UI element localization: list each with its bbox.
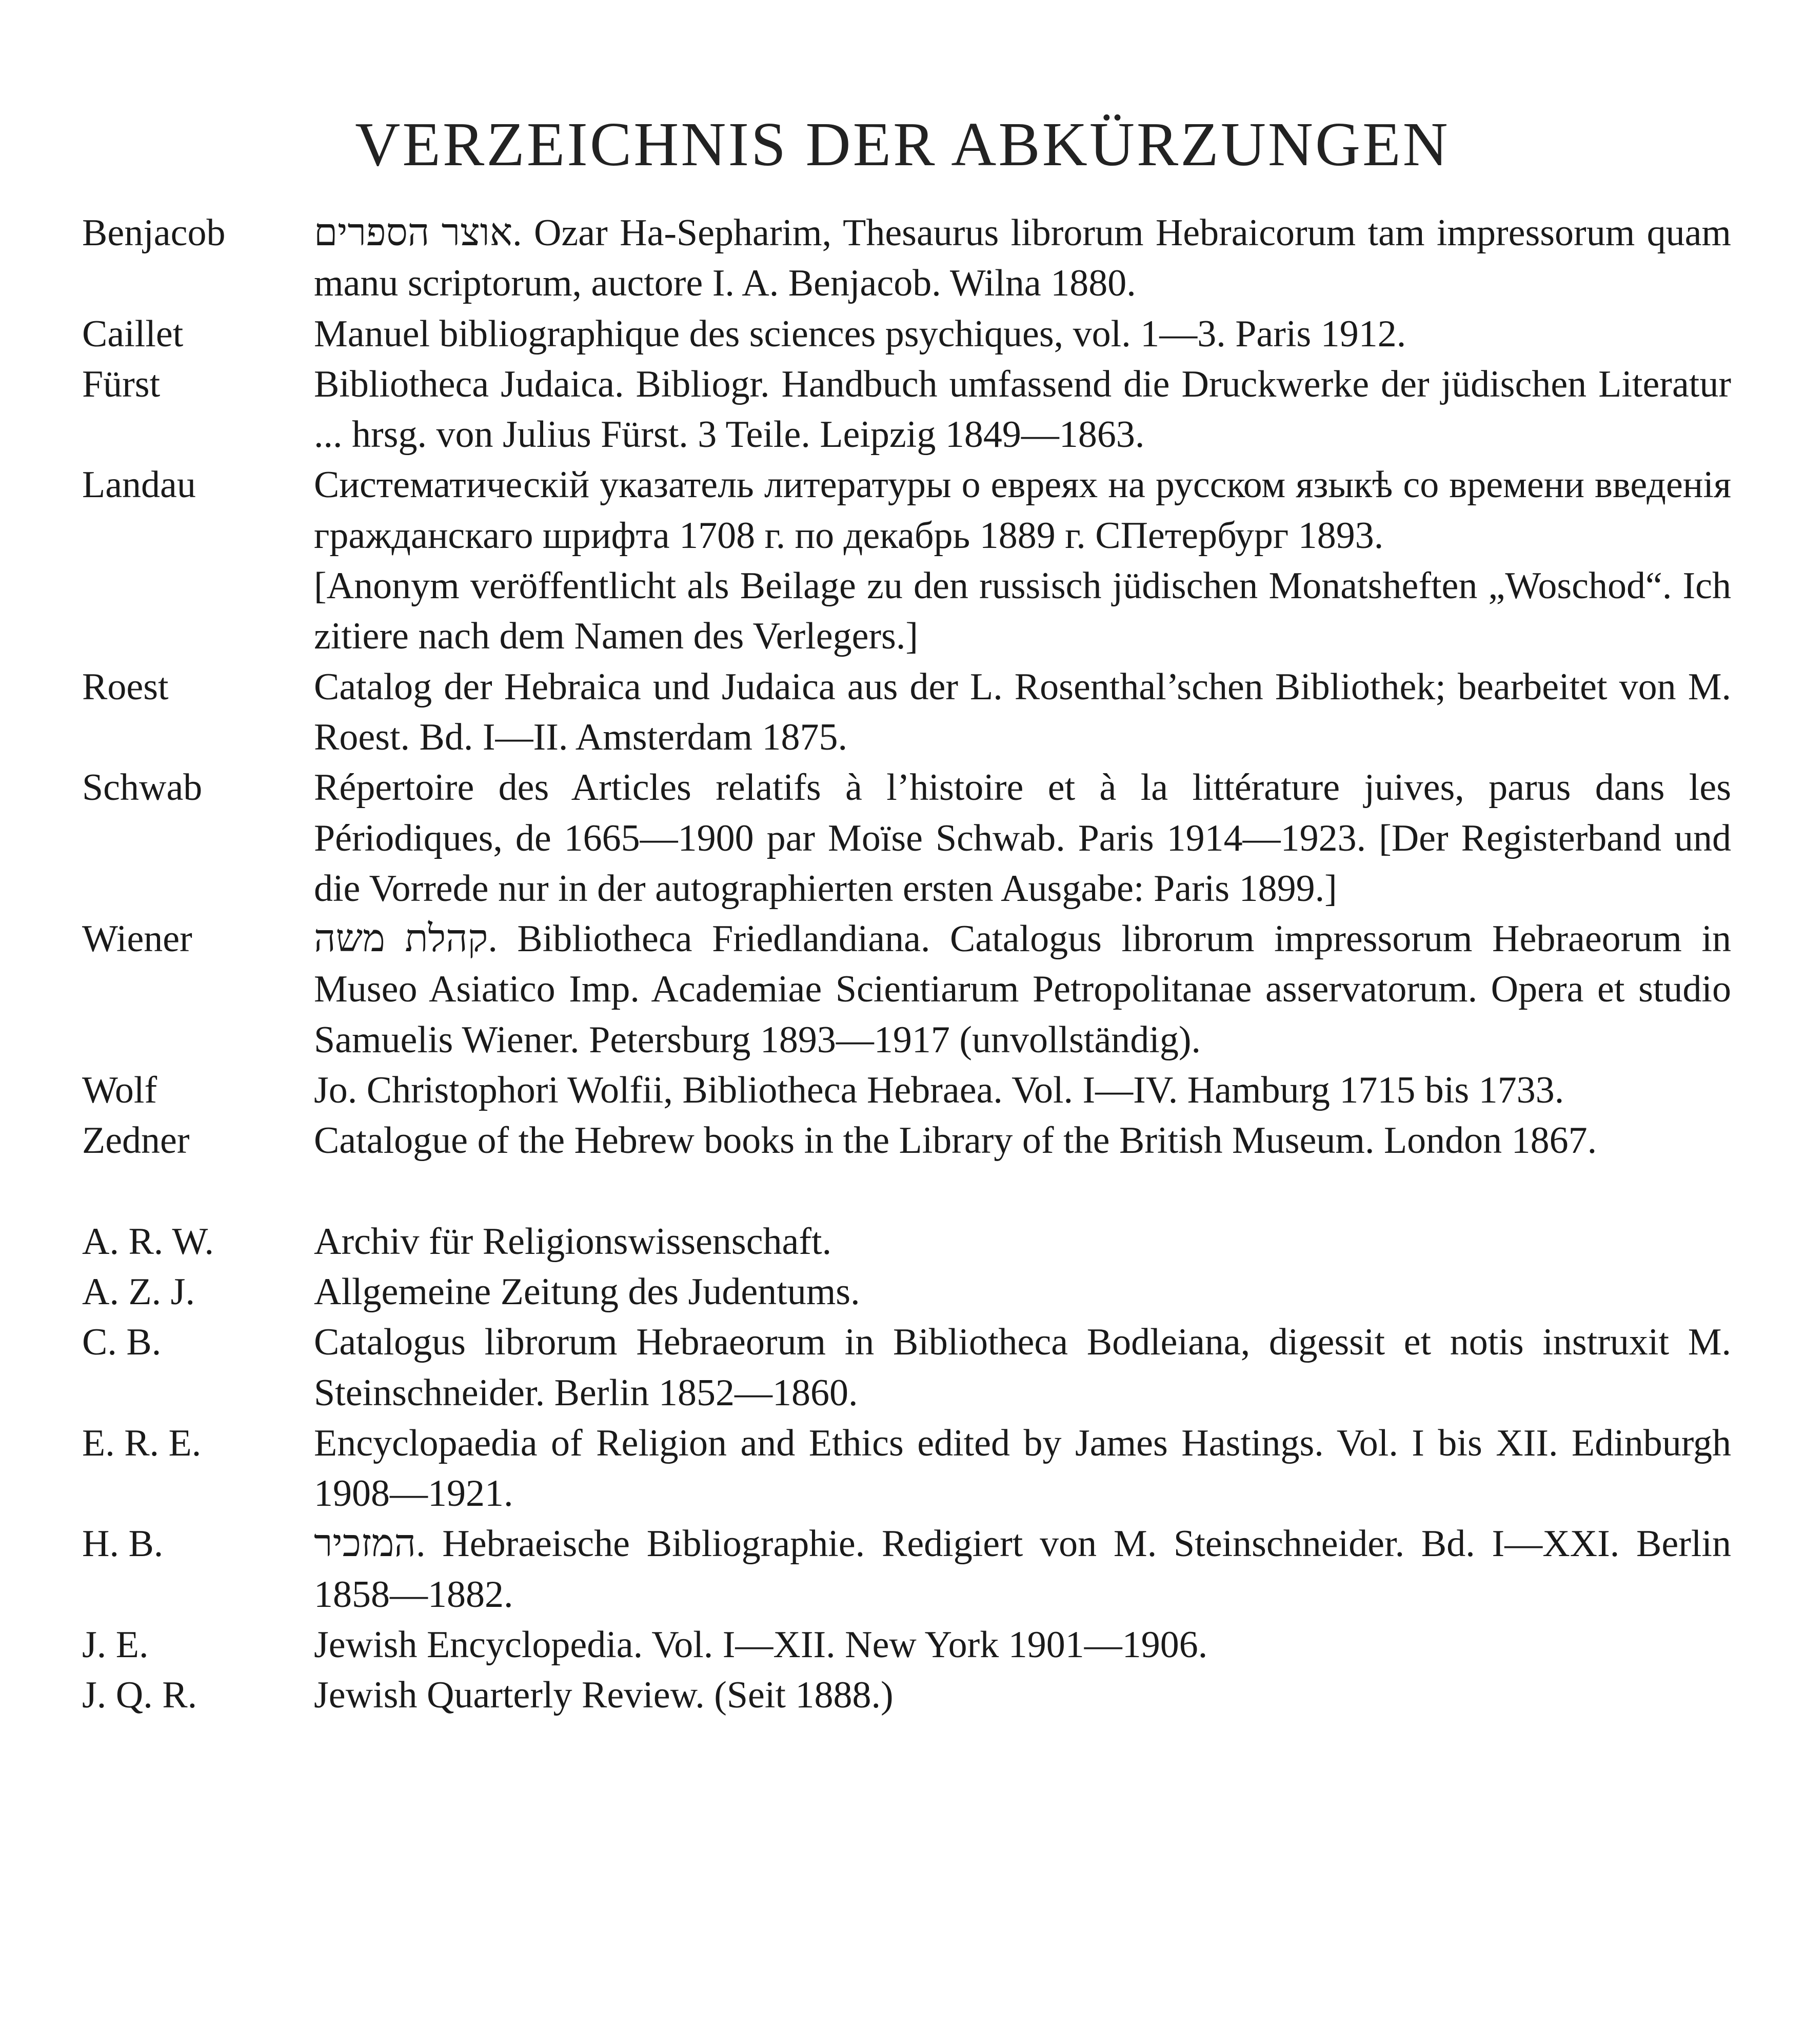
entry-fuerst xyxy=(82,359,1731,460)
hebrew-title: אוצר הספרים xyxy=(314,212,513,254)
entry-cb xyxy=(82,1317,1731,1418)
entry-text: Jewish Encyclopedia. Vol. I—XII. New York 1901—1906. xyxy=(314,1624,1208,1666)
entry-schwab xyxy=(82,762,1731,914)
entry-arw xyxy=(82,1216,1731,1267)
entry-abbr: Benjacob xyxy=(82,212,226,254)
entry-text: Encyclopaedia of Religion and Ethics edited by James Hastings. Vol. I bis XII. Edinburgh 1908—1921. xyxy=(314,1422,1731,1515)
entry-abbr: J. E. xyxy=(82,1624,149,1666)
entry-wolf xyxy=(82,1065,1731,1115)
entry-abbr: H. B. xyxy=(82,1523,164,1565)
entry-text: . Hebraeische Bibliographie. Redigiert von M. Steinschneider. Bd. I—XXI. Berlin 1858—1882. xyxy=(314,1523,1731,1616)
entry-abbr: Roest xyxy=(82,665,169,708)
entry-wiener xyxy=(82,914,1731,1065)
entry-abbr: Wolf xyxy=(82,1069,157,1112)
entry-je xyxy=(82,1620,1731,1670)
entry-text: . Bibliotheca Friedlandiana. Catalogus librorum impressorum Hebraeorum in Museo Asiatico Imp. Academiae Scientiarum Petropolitanae asservatorum. Opera et studio Samuelis Wiener. Petersburg 1893—1917 (unvollständig). xyxy=(314,918,1732,1061)
entry-abbr: A. R. W. xyxy=(82,1220,214,1263)
entry-text: Bibliotheca Judaica. Bibliogr. Handbuch umfassend die Druckwerke der jüdischen Literatur ... hrsg. von Julius Fürst. 3 Teile. Leipzig 1849—1863. xyxy=(314,363,1731,456)
hebrew-title: המזכיר xyxy=(314,1523,416,1565)
entry-text: Allgemeine Zeitung des Judentums. xyxy=(314,1270,860,1313)
entry-abbr: Zedner xyxy=(82,1119,190,1162)
hebrew-title: קהלת משה xyxy=(314,918,488,960)
entry-abbr: Caillet xyxy=(82,312,184,355)
entry-text: Catalog der Hebraica und Judaica aus der L. Rosenthal’schen Bibliothek; bearbeitet von M. Roest. Bd. I—II. Amsterdam 1875. xyxy=(314,665,1731,758)
entry-text: Catalogus librorum Hebraeorum in Bibliotheca Bodleiana, digessit et notis instruxit M. Steinschneider. Berlin 1852—1860. xyxy=(314,1321,1731,1414)
entry-abbr: J. Q. R. xyxy=(82,1674,197,1717)
entry-text: Jo. Christophori Wolfii, Bibliotheca Hebraea. Vol. I—IV. Hamburg 1715 bis 1733. xyxy=(314,1069,1564,1112)
entry-zedner xyxy=(82,1115,1731,1166)
entry-abbr: C. B. xyxy=(82,1321,162,1364)
entry-abbr: Schwab xyxy=(82,767,203,809)
entry-azj xyxy=(82,1267,1731,1317)
entry-landau xyxy=(82,460,1731,661)
entry-text: Manuel bibliographique des sciences psychiques, vol. 1—3. Paris 1912. xyxy=(314,312,1406,355)
page-title: VERZEICHNIS DER ABKÜRZUNGEN xyxy=(355,109,1450,179)
entry-jqr xyxy=(82,1670,1731,1720)
entry-caillet xyxy=(82,309,1731,359)
entry-text: Archiv für Religionswissenschaft. xyxy=(314,1220,832,1263)
entry-abbr: Fürst xyxy=(82,363,161,405)
entry-text: Répertoire des Articles relatifs à l’histoire et à la littérature juives, parus dans les Périodiques, de 1665—1900 par Moïse Schwab. Paris 1914—1923. [Der Registerband und die Vorrede nur in der autographierten ersten Ausgabe: Paris 1899.] xyxy=(314,767,1731,910)
entry-abbr: Wiener xyxy=(82,918,192,960)
entry-hb xyxy=(82,1519,1731,1620)
abbreviation-list xyxy=(82,208,1731,1721)
entry-abbr: Landau xyxy=(82,464,196,506)
entry-ere xyxy=(82,1418,1731,1519)
entry-text: . Ozar Ha-Sepharim, Thesaurus librorum Hebraicorum tam impressorum quam manu scriptorum, auctore I. A. Benjacob. Wilna 1880. xyxy=(314,212,1731,305)
entry-text: Jewish Quarterly Review. (Seit 1888.) xyxy=(314,1674,894,1717)
entry-text: Систематическій указатель литературы о евреях на русском языкѣ со времени введенія гражданскаго шрифта 1708 г. по декабрь 1889 г. СПетербург 1893. xyxy=(314,464,1731,557)
entry-abbr: E. R. E. xyxy=(82,1422,202,1464)
entry-abbr: A. Z. J. xyxy=(82,1270,195,1313)
entry-benjacob xyxy=(82,208,1731,309)
section-gap xyxy=(82,1166,1731,1216)
entry-note: [Anonym veröffentlicht als Beilage zu den russisch jüdischen Monatsheften „Woschod“. Ich zitiere nach dem Namen des Verlegers.] xyxy=(314,565,1731,658)
entry-roest xyxy=(82,662,1731,763)
entry-text: Catalogue of the Hebrew books in the Library of the British Museum. London 1867. xyxy=(314,1119,1597,1162)
